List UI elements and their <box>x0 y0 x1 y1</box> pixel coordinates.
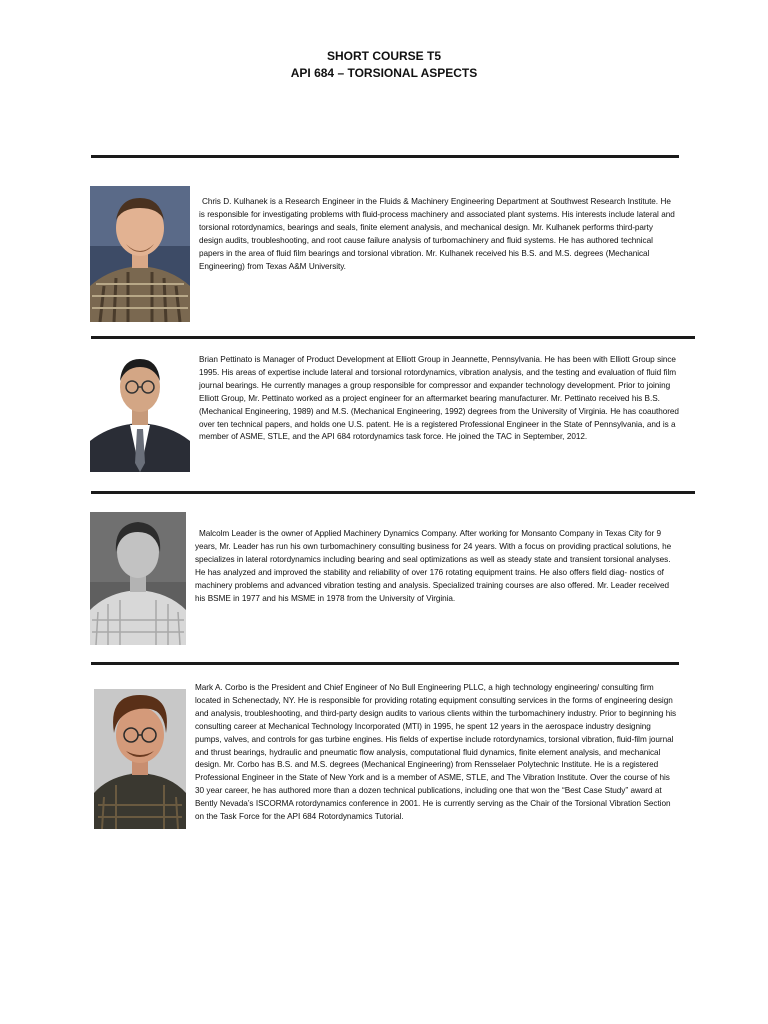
divider-rule <box>91 155 679 158</box>
bio-text: Malcolm Leader is the owner of Applied Machinery Dynamics Company. After working for Monsanto Company in Texas City for 9 years, Mr. Leader has run his own turbomachinery consulting business for 24 years. With a focus on providing practical solutions, he specializes in lateral rotordynamics including bearing and seal optimizations as well as steady state and transient torsional analyses. He has analyzed and improved the stability and reliability of over 176 rotating equipment trains. He also offers field diag- nostics of machinery problems and advanced vibration testing and analysis. Specialized training courses are also offered. Mr. Leader received his BSME in 1977 and his MSME in 1978 from the University of Virginia. <box>195 529 672 603</box>
bio-text: Brian Pettinato is Manager of Product Development at Elliott Group in Jeannette, Pennsylvania. He has been with Elliott Group since 1995. His areas of expertise include lateral and torsional rotordynamics, vibration analysis, and the testing and evaluation of fluid film journal bearings. He currently manages a group responsible for compressor and expander technology development. Prior to joining Elliott Group, Mr. Pettinato worked as a project engineer for an aftermarket bearing manufacturer. Mr. Pettinato received his B.S. (Mechanical Engineering, 1989) and M.S. (Mechanical Engineering, 1992) degrees from the University of Virginia. He has coauthored over ten technical papers, and holds one U.S. patent. He is a registered Professional Engineer in the State of Pennsylvania, and is a member of ASME, STLE, and the API 684 rotordynamics task force. He joined the TAC in September, 2012. <box>199 355 679 442</box>
course-title: SHORT COURSE T5 <box>326 49 441 63</box>
divider-rule <box>91 491 695 494</box>
divider-rule <box>91 662 679 665</box>
divider-rule <box>91 336 695 339</box>
bio-text: Chris D. Kulhanek is a Research Engineer in the Fluids & Machinery Engineering Department at Southwest Research Institute. He is responsible for investigating problems with fluid-process machinery and associated plant systems. His interests include lateral and torsional rotordynamics, bearings and seals, finite element analysis, and mechanical design. Mr. Kulhanek performs third-party design audits, troubleshooting, and root cause failure analysis of turbomachinery and fluid systems. He has authored technical papers in the area of fluid film bearings and torsional vibration. Mr. Kulhanek received his B.S. and M.S. degrees (Mechanical Engineering) from Texas A&M University. <box>199 197 675 271</box>
person-photo-icon <box>90 186 190 322</box>
person-photo-icon <box>94 689 186 829</box>
bio-text: Mark A. Corbo is the President and Chief Engineer of No Bull Engineering PLLC, a high technology engineering/ consulting firm located in Schenectady, NY. He is responsible for providing rotating equipment consulting services in the forms of engineering design and analysis, troubleshooting, and third-party design audits to various clients within the turbomachinery industry. Prior to beginning his consulting career at Mechanical Technology Incorporated (MTI) in 1995, he spent 12 years in the aerospace industry designing pumps, valves, and controls for gas turbine engines. His fields of expertise include rotordynamics, torsional vibration, fluid-film journal and thrust bearings, hydraulic and pneumatic flow analysis, computational fluid dynamics, finite element analysis, and mechanical design. Mr. Corbo has B.S. and M.S. degrees (Mechanical Engineering) from Rensselaer Polytechnic Institute. He is a registered Professional Engineer in the State of New York and is a member of ASME, STLE, and The Vibration Institute. Over the course of his 30 year career, he has authored more than a dozen technical publications, including one that won the “Best Case Study” award at Bently Nevada’s ISCORMA rotordynamics conference in 2001. He is currently serving as the Chair of the Torsional Vibration Section on the Task Force for the API 684 Rotordynamics Tutorial. <box>195 683 677 822</box>
person-photo-icon <box>90 512 186 645</box>
person-photo-icon <box>90 351 190 472</box>
course-subtitle: API 684 – TORSIONAL ASPECTS <box>290 66 478 80</box>
